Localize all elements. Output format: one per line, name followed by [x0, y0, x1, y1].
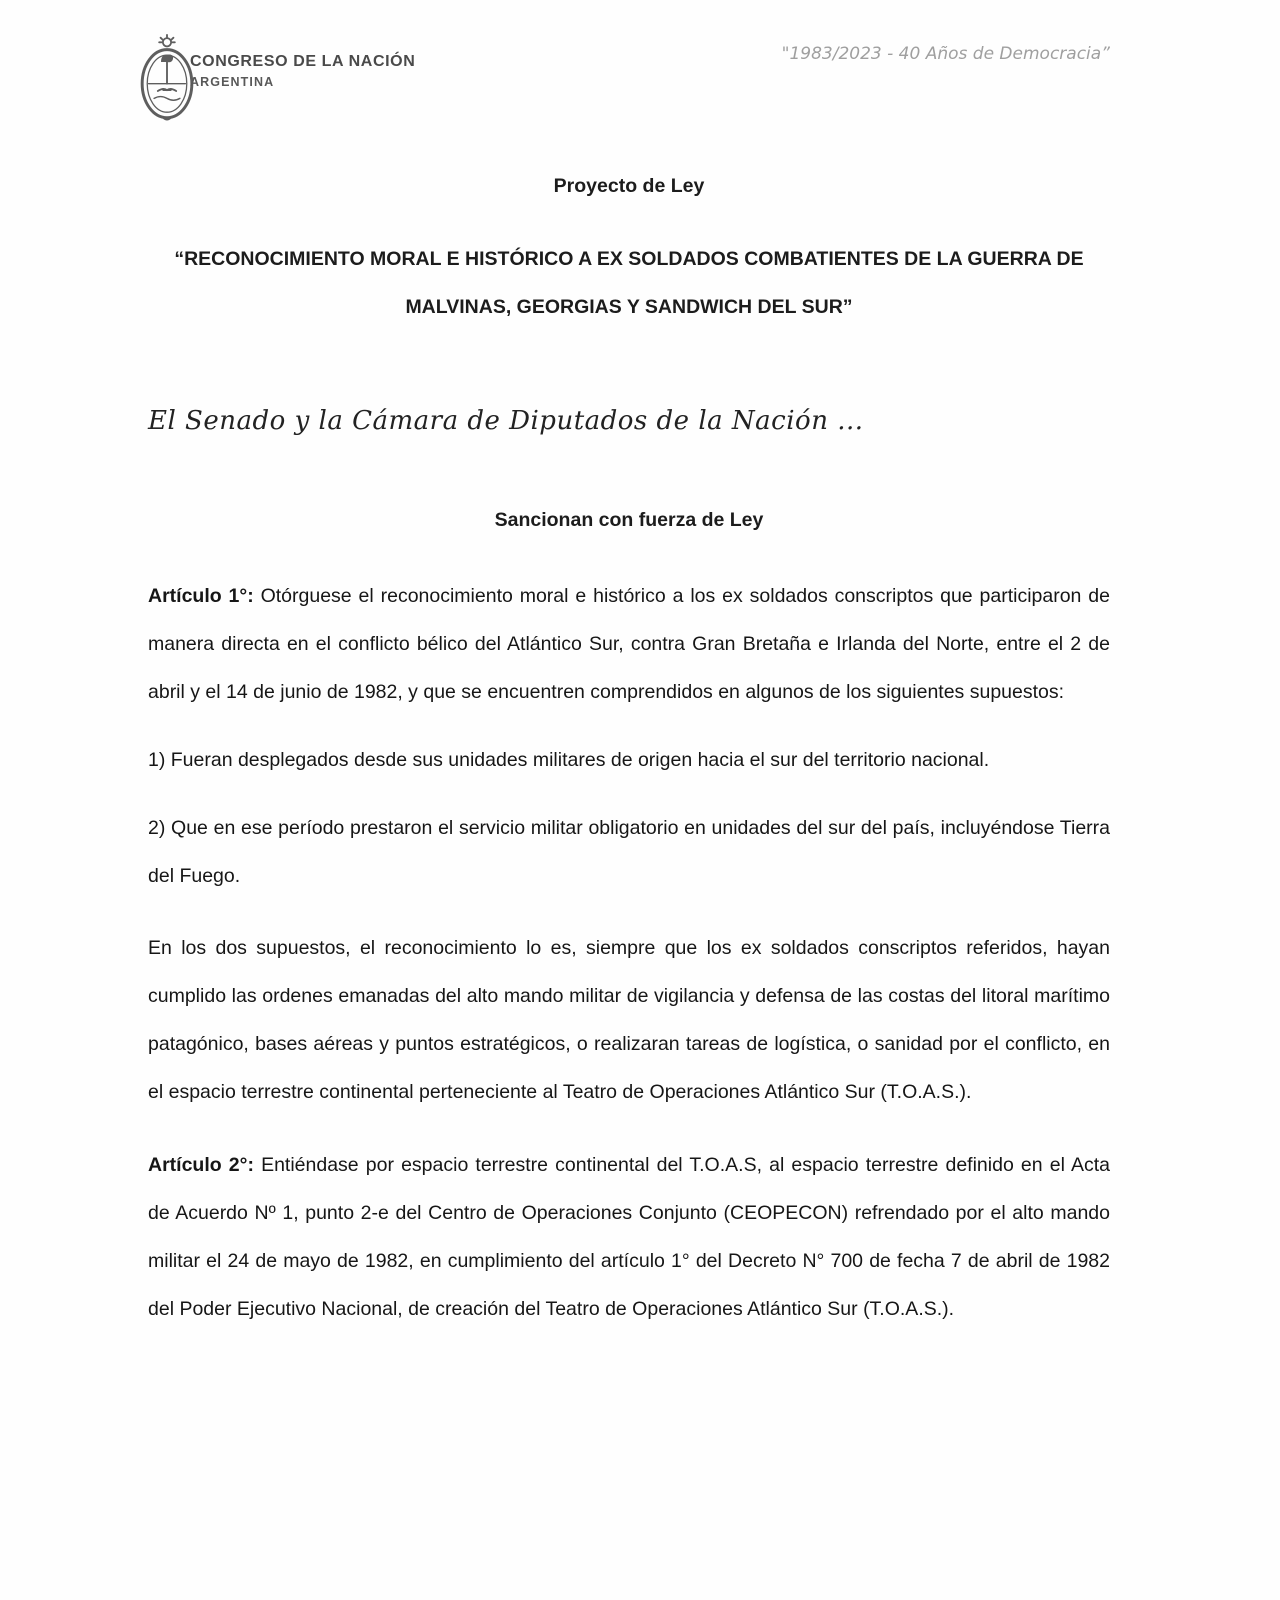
enacting-formula: Sancionan con fuerza de Ley: [494, 509, 764, 531]
article-1-item-1: 1) Fueran desplegados desde sus unidades militares de origen hacia el sur del territorio nacional.: [148, 748, 990, 771]
bill-title-line1: “RECONOCIMIENTO MORAL E HISTÓRICO A EX SOLDADOS COMBATIENTES DE LA GUERRA DE: [174, 248, 1084, 270]
bill-title-line2: MALVINAS, GEORGIAS Y SANDWICH DEL SUR”: [405, 296, 853, 318]
anniversary-motto: "1983/2023 - 40 Años de Democracia”: [781, 44, 1110, 64]
article-1-text: Otórguese el reconocimiento moral e histórico a los ex soldados conscriptos que participaron de manera directa en el conflicto bélico del Atlántico Sur, contra Gran Bretaña e Irlanda del Norte, entre el 2 de abril y el 14 de junio de 1982, y que se encuentren comprendidos en algunos de los siguientes supuestos:: [148, 585, 1110, 703]
article-2-paragraph: [148, 1141, 1110, 1333]
salutation-script-line: El Senado y la Cámara de Diputados de la Nación ...: [148, 406, 864, 436]
org-name: CONGRESO DE LA NACIÓN: [190, 53, 416, 70]
document-content: [148, 124, 1110, 1352]
article-1-item-2: 2) Que en ese período prestaron el servicio militar obligatorio en unidades del sur del país, incluyéndose Tierra del Fuego.: [148, 816, 1110, 887]
scope-paragraph: En los dos supuestos, el reconocimiento lo es, siempre que los ex soldados conscriptos referidos, hayan cumplido las ordenes emanadas del alto mando militar de vigilancia y defensa de las costas del litoral marítimo patagónico, bases aéreas y puntos estratégicos, o realizaran tareas de logística, o sanidad por el conflicto, en el espacio terrestre continental perteneciente al Teatro de Operaciones Atlántico Sur (T.O.A.S.).: [148, 936, 1110, 1103]
article-2-text: Entiéndase por espacio terrestre continental del T.O.A.S, al espacio terrestre definido en el Acta de Acuerdo Nº 1, punto 2-e del Centro de Operaciones Conjunto (CEOPECON) refrendado por el alto mando militar el 24 de mayo de 1982, en cumplimiento del artículo 1° del Decreto N° 700 de fecha 7 de abril de 1982 del Poder Ejecutivo Nacional, de creación del Teatro de Operaciones Atlántico Sur (T.O.A.S.).: [148, 1153, 1110, 1320]
article-1-number: Artículo 1°:: [148, 585, 254, 607]
article-1-paragraph: [148, 572, 1110, 716]
org-country: ARGENTINA: [190, 75, 275, 89]
letterhead: [0, 32, 1280, 124]
org-name-block: [190, 52, 415, 91]
document-type-heading: Proyecto de Ley: [553, 175, 705, 197]
bill-title: [148, 235, 1110, 331]
article-2-number: Artículo 2°:: [148, 1153, 254, 1176]
